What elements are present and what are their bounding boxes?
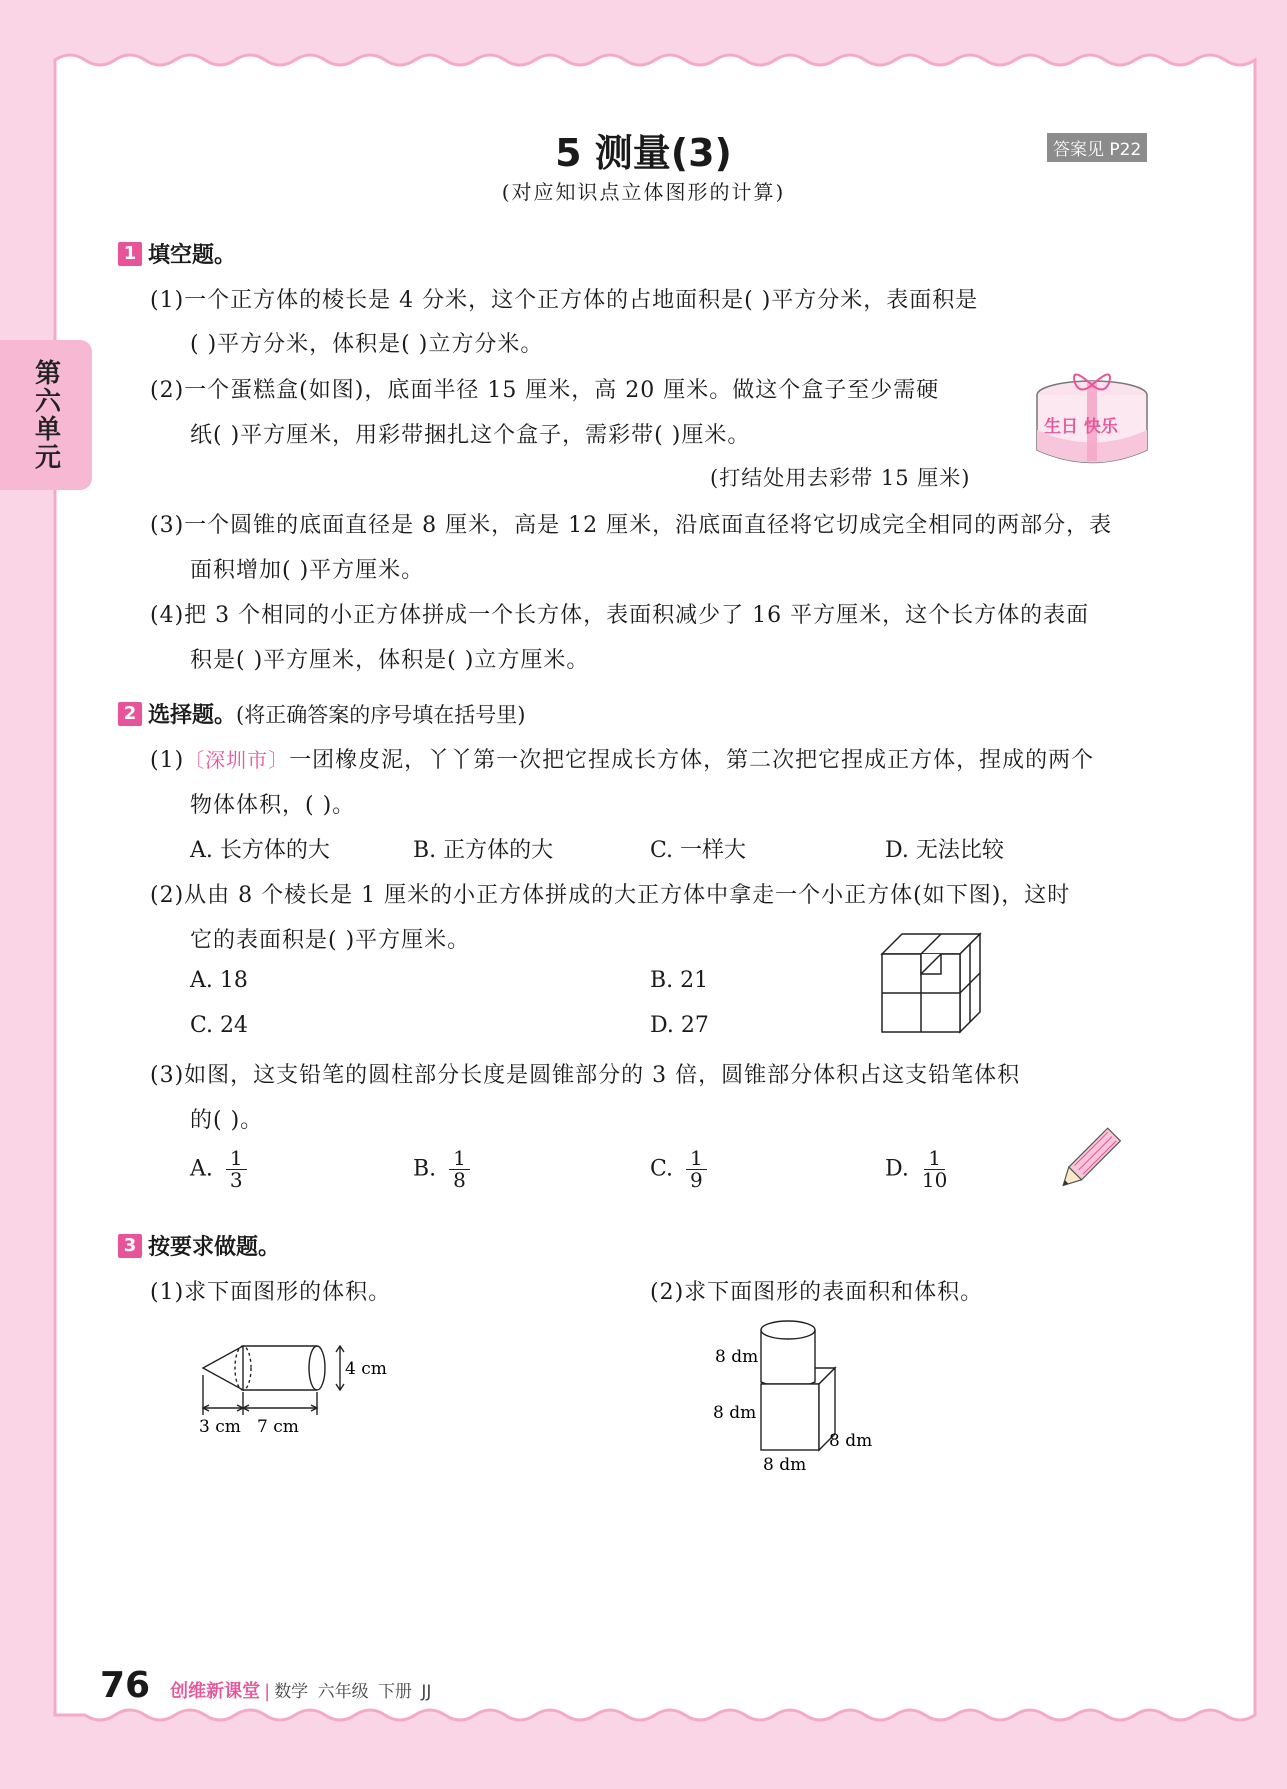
denominator: 10 xyxy=(921,1168,948,1192)
section-number-badge: 2 xyxy=(118,702,142,726)
choice-option xyxy=(413,1148,470,1191)
denominator: 3 xyxy=(229,1168,243,1192)
unit-label: 第六单元 xyxy=(30,359,61,471)
page-subtitle: (对应知识点立体图形的计算) xyxy=(501,180,786,204)
question-line xyxy=(150,743,1094,774)
question-line: (2)求下面图形的表面积和体积。 xyxy=(650,1280,984,1305)
unit-side-tab xyxy=(0,340,92,490)
question-line: 的( )。 xyxy=(190,1108,264,1133)
cone-length-label: 3 cm xyxy=(199,1417,241,1437)
cube-height-label: 8 dm xyxy=(713,1403,757,1423)
cone-cylinder-figure xyxy=(195,1330,415,1445)
choice-option: A. 18 xyxy=(190,968,248,993)
page-title: 5 测量(3) xyxy=(555,131,732,175)
option-label: C. xyxy=(650,1156,674,1182)
question-line: (2)从由 8 个棱长是 1 厘米的小正方体拼成的大正方体中拿走一个小正方体(如下图)，这时 xyxy=(150,883,1071,908)
section-number-badge: 3 xyxy=(118,1234,142,1258)
numerator: 1 xyxy=(226,1148,247,1170)
question-line: (1)求下面图形的体积。 xyxy=(150,1280,392,1305)
question-line: 面积增加( )平方厘米。 xyxy=(190,558,425,583)
fraction xyxy=(449,1148,470,1191)
denominator: 8 xyxy=(453,1168,466,1192)
cake-box-image xyxy=(1030,365,1155,480)
book-info: 数学 六年级 下册 JJ xyxy=(274,1682,432,1702)
question-line: (1)一个正方体的棱长是 4 分米，这个正方体的占地面积是( )平方分米，表面积是 xyxy=(150,288,979,313)
question-line: (4)把 3 个相同的小正方体拼成一个长方体，表面积减少了 16 平方厘米，这个长方体的表面 xyxy=(150,603,1090,628)
numerator: 1 xyxy=(449,1148,470,1170)
cake-text: 生日 快乐 xyxy=(1044,417,1118,437)
choice-option: B. 正方体的大 xyxy=(413,838,554,863)
section-1-heading xyxy=(118,238,236,269)
cylinder-length-label: 7 cm xyxy=(257,1417,299,1437)
section-number-badge: 1 xyxy=(118,242,142,266)
choice-option: B. 21 xyxy=(650,968,709,993)
question-line: ( )平方分米，体积是( )立方分米。 xyxy=(190,332,544,357)
choice-option: C. 24 xyxy=(190,1013,249,1038)
choice-option: D. 无法比较 xyxy=(885,838,1004,863)
question-line: 纸( )平方厘米，用彩带捆扎这个盒子，需彩带( )厘米。 xyxy=(190,423,751,448)
diameter-label: 4 cm xyxy=(345,1359,387,1379)
cube-depth-label: 8 dm xyxy=(829,1431,873,1451)
choice-option xyxy=(650,1148,707,1191)
page-number: 76 xyxy=(100,1665,151,1706)
question-line: (3)如图，这支铅笔的圆柱部分长度是圆锥部分的 3 倍，圆锥部分体积占这支铅笔体积 xyxy=(150,1063,1021,1088)
option-label: D. xyxy=(885,1156,909,1182)
page-footer xyxy=(100,1665,431,1706)
question-line: (3)一个圆锥的底面直径是 8 厘米，高是 12 厘米，沿底面直径将它切成完全相同的两部分，表 xyxy=(150,513,1113,538)
fraction xyxy=(922,1148,947,1191)
section-title: 填空题。 xyxy=(148,243,237,268)
question-note: (打结处用去彩带 15 厘米) xyxy=(710,466,971,490)
region-tag: 〔深圳市〕 xyxy=(184,748,290,772)
choice-option xyxy=(190,1148,247,1191)
question-line: 积是( )平方厘米，体积是( )立方厘米。 xyxy=(190,648,590,673)
option-label: A. xyxy=(190,1156,213,1182)
question-text: 一团橡皮泥，丫丫第一次把它捏成长方体，第二次把它捏成正方体，捏成的两个 xyxy=(289,748,1095,773)
cube-width-label: 8 dm xyxy=(763,1455,807,1475)
section-2-heading xyxy=(118,698,525,729)
question-line: 它的表面积是( )平方厘米。 xyxy=(190,928,471,953)
fraction xyxy=(226,1148,247,1191)
fraction xyxy=(686,1148,707,1191)
cylinder-height-label: 8 dm xyxy=(715,1347,759,1367)
cube-figure xyxy=(880,932,985,1037)
brand-name: 创维新课堂 xyxy=(170,1681,261,1702)
question-line: 物体体积，( )。 xyxy=(190,793,356,818)
pencil-image xyxy=(1050,1120,1130,1200)
section-title: 按要求做题。 xyxy=(148,1235,281,1260)
denominator: 9 xyxy=(690,1168,703,1192)
numerator: 1 xyxy=(924,1148,945,1170)
section-3-heading xyxy=(118,1230,280,1261)
answer-reference-badge: 答案见 P22 xyxy=(1047,133,1147,162)
choice-option: D. 27 xyxy=(650,1013,709,1038)
choice-option: A. 长方体的大 xyxy=(190,838,330,863)
section-instruction: (将正确答案的序号填在括号里) xyxy=(236,702,526,727)
cylinder-cube-figure xyxy=(705,1310,885,1475)
section-title: 选择题。 xyxy=(148,703,237,728)
question-line: (2)一个蛋糕盒(如图)，底面半径 15 厘米，高 20 厘米。做这个盒子至少需硬 xyxy=(150,378,940,403)
option-label: B. xyxy=(413,1156,437,1182)
choice-option: C. 一样大 xyxy=(650,838,747,863)
choice-option xyxy=(885,1148,947,1191)
numerator: 1 xyxy=(686,1148,707,1170)
question-number: (1) xyxy=(150,748,185,773)
footer-separator: | xyxy=(264,1681,271,1702)
